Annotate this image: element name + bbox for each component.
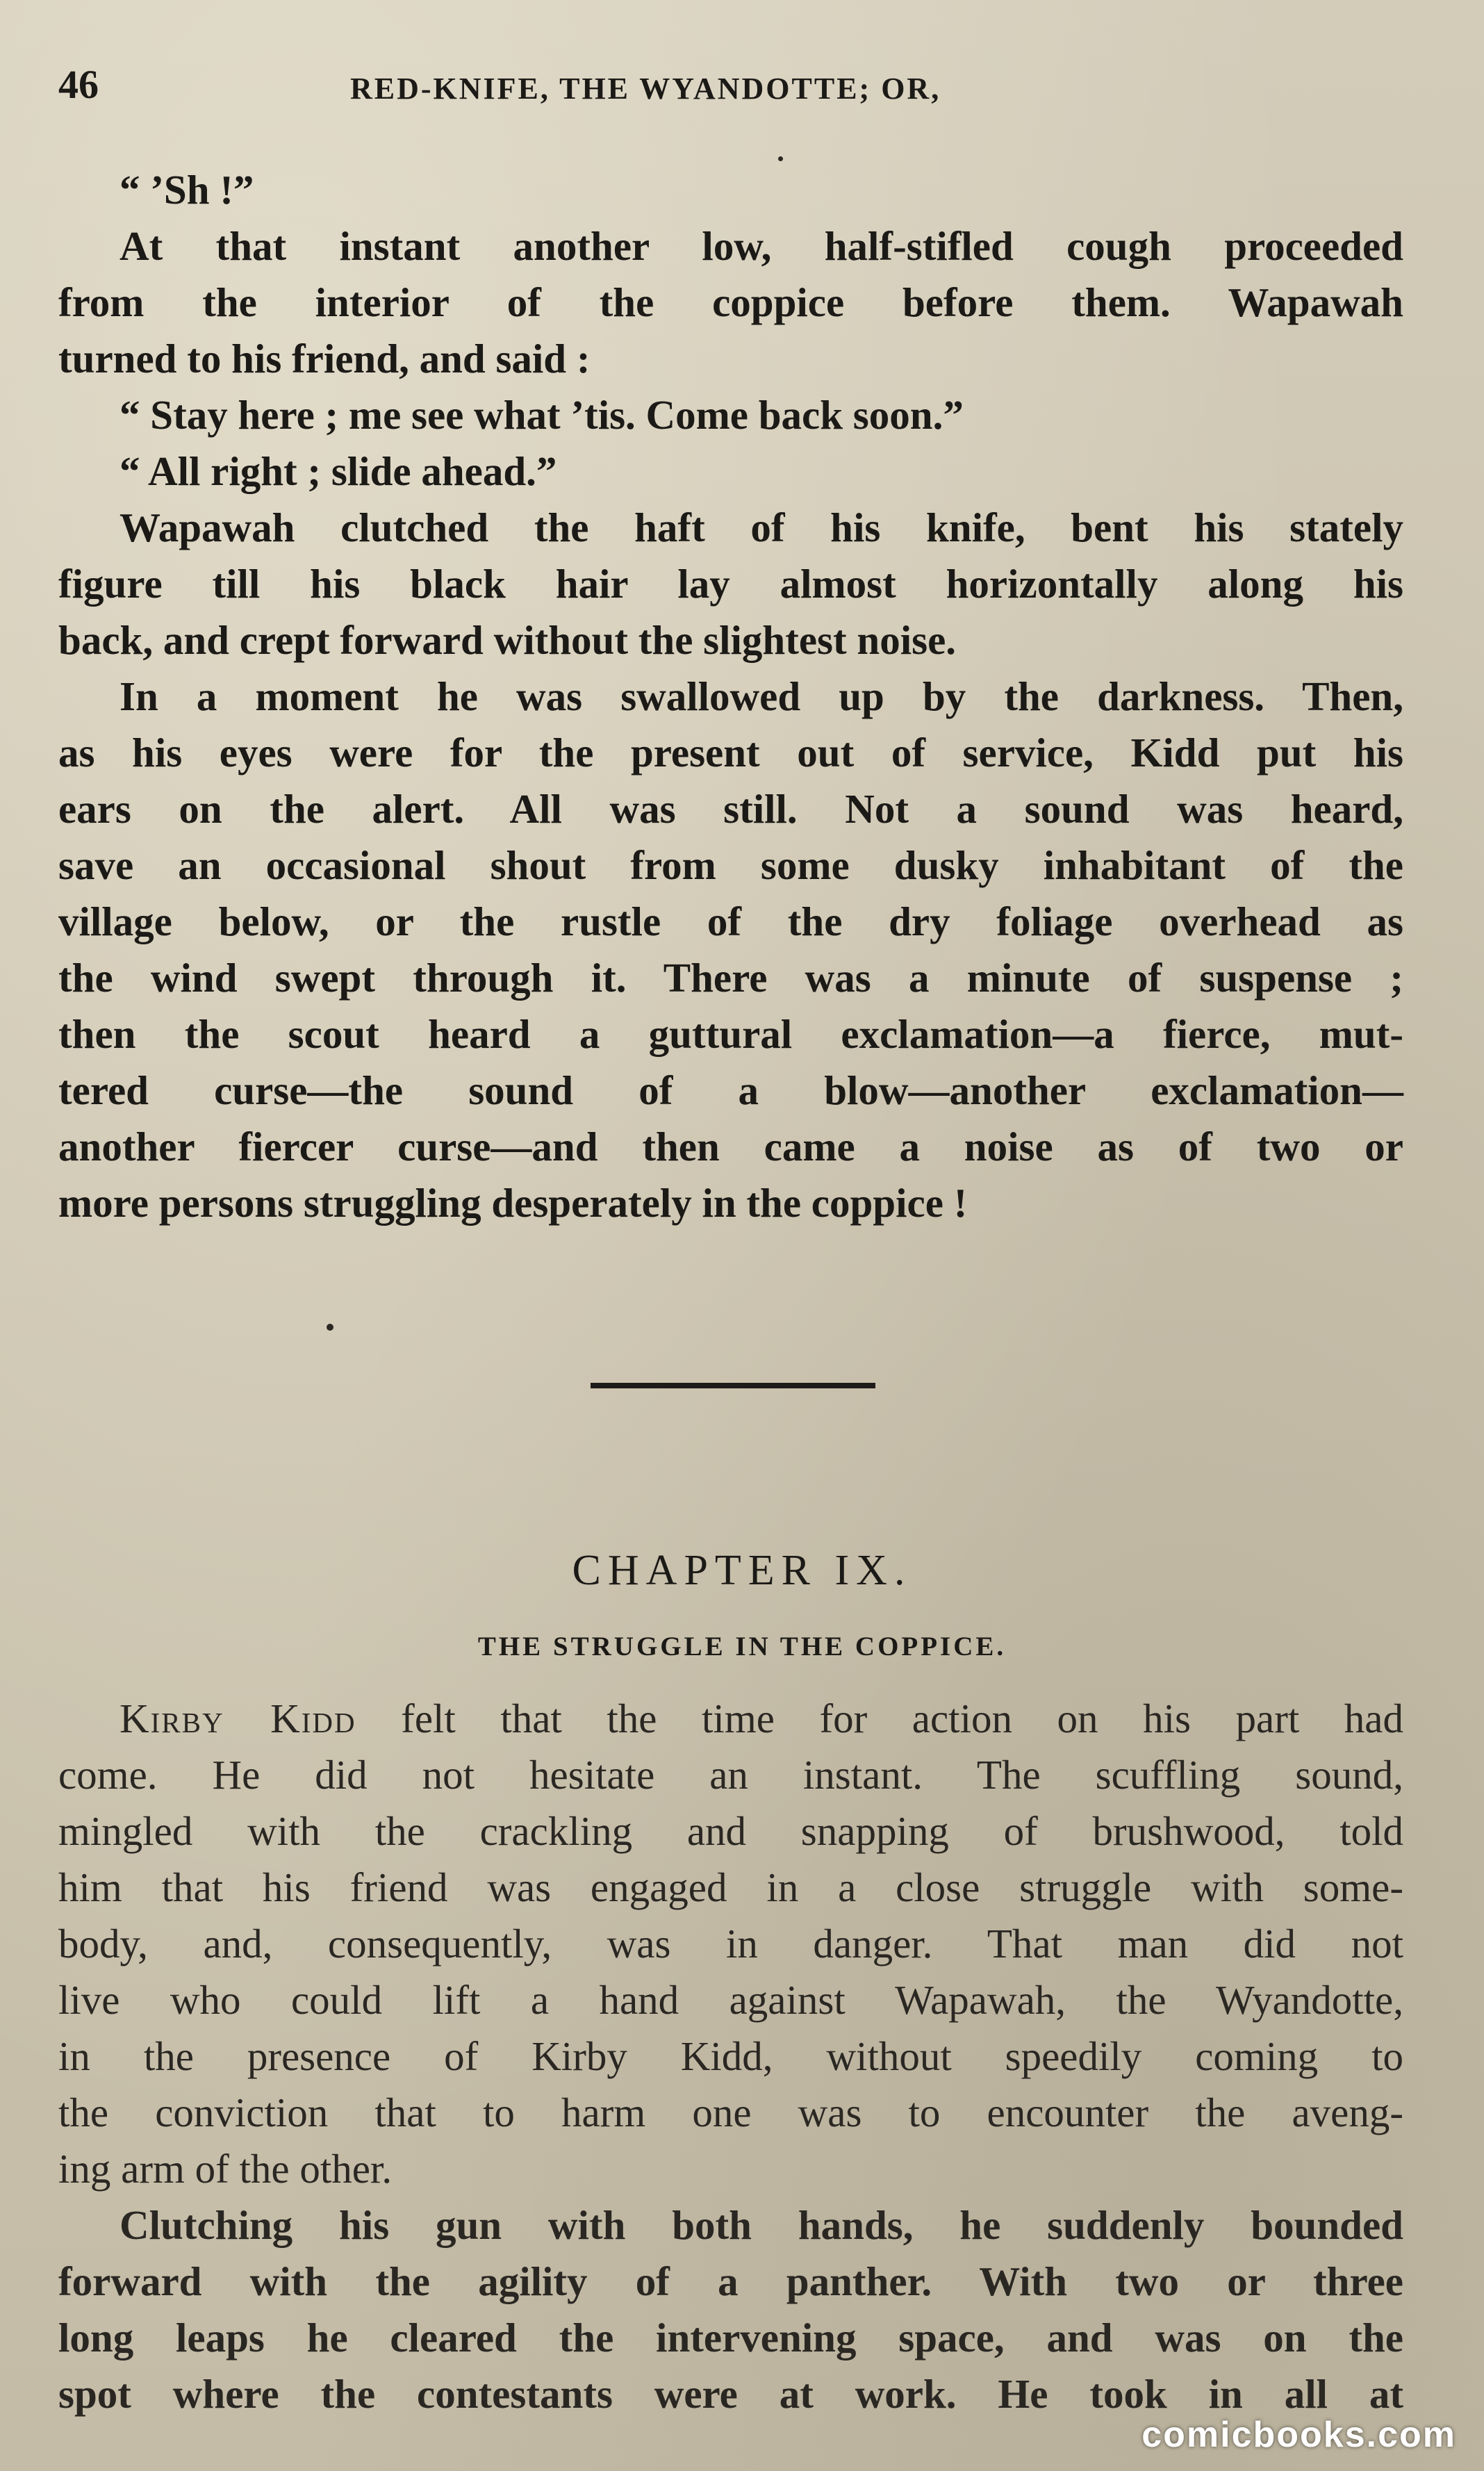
text-line	[58, 1691, 1403, 1747]
text-line: “ Stay here ; me see what ’tis. Come back soon.”	[119, 392, 964, 438]
running-head: RED-KNIFE, THE WYANDOTTE; OR,	[350, 72, 941, 106]
text-line: him that his friend was engaged in a close struggle with some-	[58, 1864, 1403, 1910]
watermark-logo: comicbooks.com	[1141, 2415, 1456, 2455]
text-line: Clutching his gun with both hands, he suddenly bounded	[119, 2202, 1403, 2248]
text-line: more persons struggling desperately in the coppice !	[58, 1180, 968, 1226]
body-text-before-chapter	[58, 162, 1403, 1231]
text-line: turned to his friend, and said :	[58, 336, 591, 381]
text-line: In a moment he was swallowed up by the darkness. Then,	[119, 673, 1403, 719]
text-line: figure till his black hair lay almost horizontally along his	[58, 561, 1403, 607]
text-line: Wapawah clutched the haft of his knife, bent his stately	[119, 504, 1403, 550]
page-header	[58, 61, 1399, 110]
ink-speck	[778, 156, 783, 161]
text-line: At that instant another low, half-stifled cough proceeded	[119, 223, 1403, 269]
text-line: from the interior of the coppice before them. Wapawah	[58, 279, 1403, 325]
text-line: village below, or the rustle of the dry foliage overhead as	[58, 898, 1403, 944]
text-line: in the presence of Kirby Kidd, without speedily coming to	[58, 2033, 1403, 2079]
text-line: live who could lift a hand against Wapawah, the Wyandotte,	[58, 1977, 1403, 2023]
page-number: 46	[58, 62, 99, 107]
text-fragment: felt that the time for action on his part had	[356, 1696, 1403, 1741]
text-line: “ ’Sh !”	[119, 167, 254, 213]
text-line: long leaps he cleared the intervening space, and was on the	[58, 2315, 1403, 2361]
chapter-subtitle: THE STRUGGLE IN THE COPPICE.	[477, 1632, 1007, 1661]
text-line: “ All right ; slide ahead.”	[119, 448, 557, 494]
drop-name-kirby-kidd: Kirby Kidd	[119, 1696, 356, 1741]
text-line: the wind swept through it. There was a minute of suspense ;	[58, 955, 1403, 1001]
text-line: forward with the agility of a panther. With two or three	[58, 2258, 1403, 2304]
text-line: the conviction that to harm one was to encounter the aveng-	[58, 2090, 1403, 2135]
text-line: ing arm of the other.	[58, 2146, 393, 2192]
ink-speck	[327, 1324, 333, 1331]
text-line: spot where the contestants were at work. He took in all at	[58, 2371, 1403, 2417]
text-line: mingled with the crackling and snapping of brushwood, told	[58, 1808, 1403, 1854]
text-line: ears on the alert. All was still. Not a sound was heard,	[58, 786, 1403, 832]
text-line: another fiercer curse—and then came a noise as of two or	[58, 1124, 1403, 1169]
text-line: tered curse—the sound of a blow—another exclamation—	[58, 1067, 1403, 1113]
text-line: then the scout heard a guttural exclamation—a fierce, mut-	[58, 1011, 1403, 1057]
text-line: as his eyes were for the present out of service, Kidd put his	[58, 730, 1403, 775]
section-divider	[591, 1383, 875, 1388]
text-line: back, and crept forward without the slightest noise.	[58, 617, 957, 663]
text-line: come. He did not hesitate an instant. The scuffling sound,	[58, 1752, 1403, 1798]
body-text-chapter-ix	[58, 1691, 1403, 2422]
text-line: body, and, consequently, was in danger. That man did not	[58, 1921, 1403, 1967]
text-line: save an occasional shout from some dusky inhabitant of the	[58, 842, 1403, 888]
chapter-title: CHAPTER IX.	[572, 1547, 912, 1594]
